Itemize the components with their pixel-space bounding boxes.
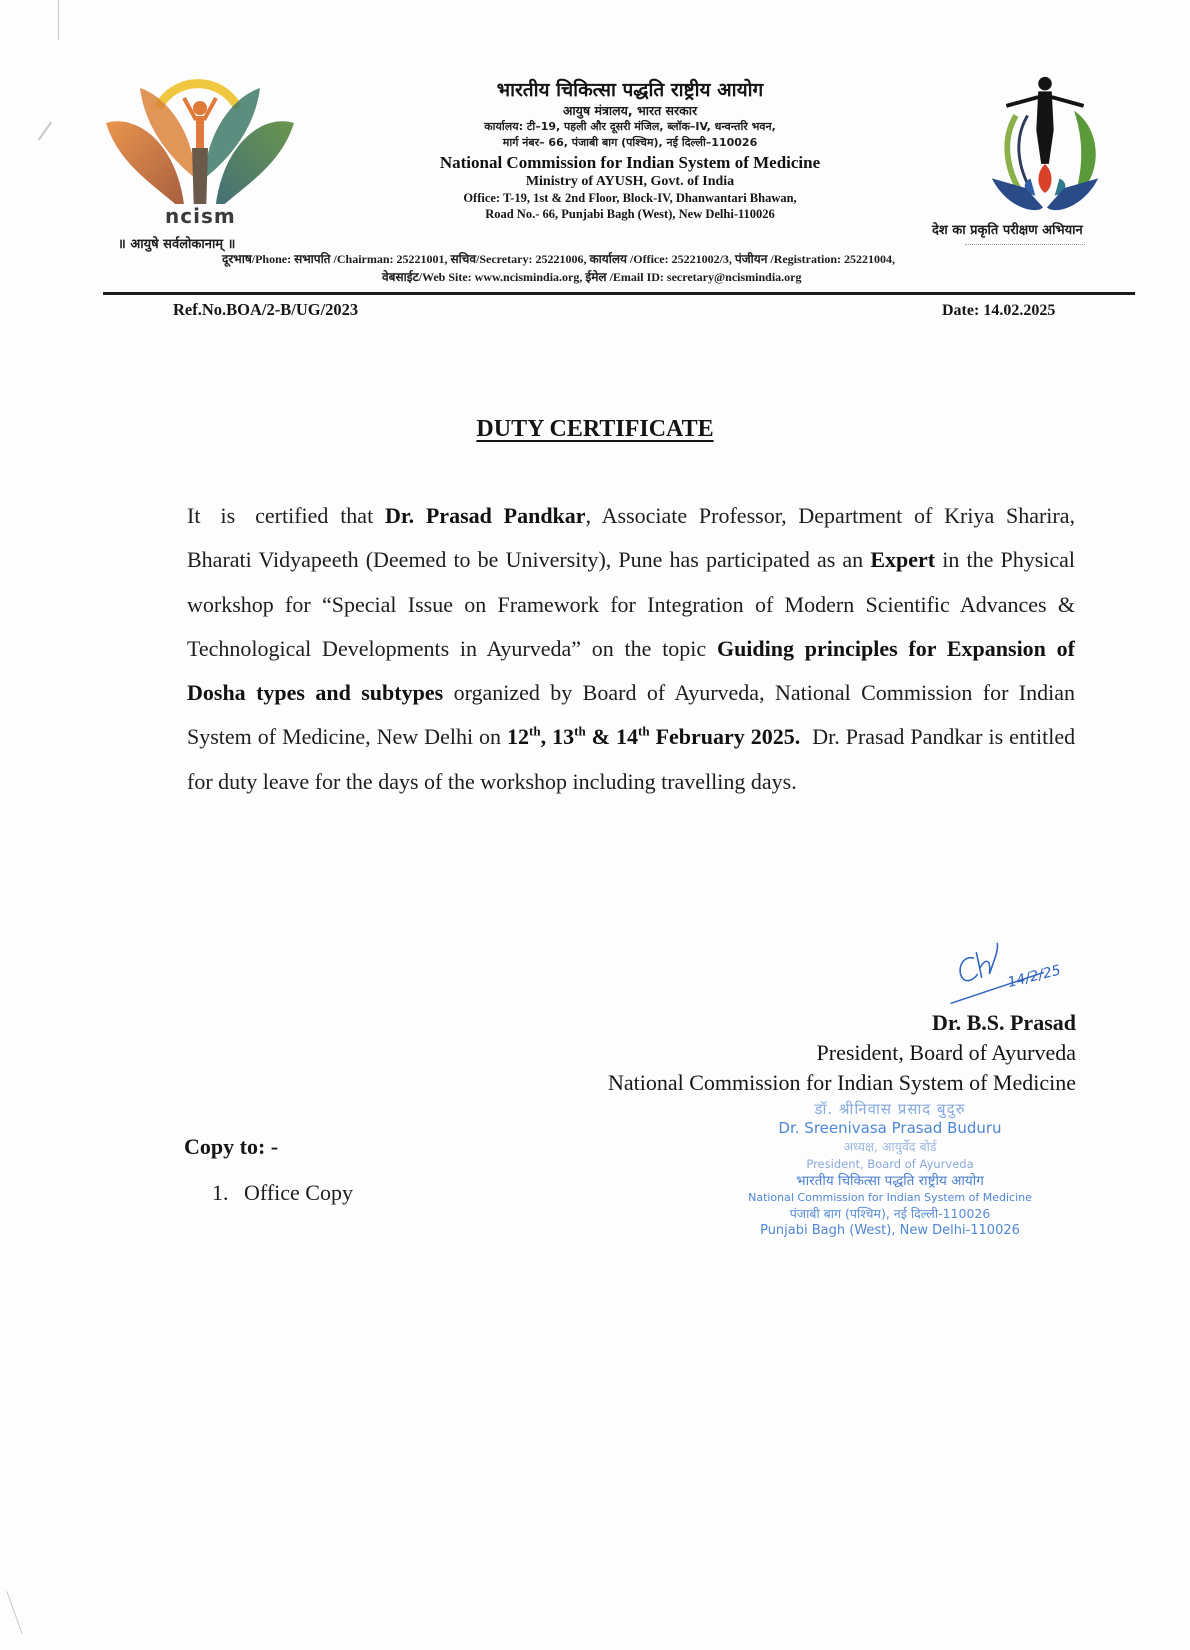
hindi-road: मार्ग नंबर– 66, पंजाबी बाग (पश्चिम), नई दिल्ली–110026 <box>502 136 758 149</box>
date-day: 14 <box>616 724 638 750</box>
stamp-hindi-address: पंजाबी बाग (पश्चिम), नई दिल्ली-110026 <box>789 1206 991 1221</box>
stamp-english-org: National Commission for Indian System of Medicine <box>748 1191 1032 1204</box>
copy-to-item <box>212 1180 353 1206</box>
copy-item-text: Office Copy <box>244 1180 353 1205</box>
ampersand: & <box>591 724 610 750</box>
signer-name: Dr. B.S. Prasad <box>931 1010 1076 1035</box>
certificate-title-wrap <box>0 416 1190 443</box>
header-divider <box>103 292 1135 295</box>
stamp-english-address: Punjabi Bagh (West), New Delhi-110026 <box>760 1223 1020 1238</box>
letter-date: Date: 14.02.2025 <box>942 302 1056 319</box>
contact-phones: दूरभाष/Phone: सभापति /Chairman: 25221001, सचिव/Secretary: 25221006, कार्यालय /Office: 25221002/3, पंजीयन /Registration: 25221004, <box>222 252 896 266</box>
ncism-logo <box>100 68 300 238</box>
date-month-year: February 2025. <box>655 724 801 750</box>
certificate-body <box>187 494 1075 804</box>
body-text: certified that <box>255 503 374 528</box>
motto: ॥ आयुषे सर्वलोकानाम् ॥ <box>118 237 236 252</box>
ordinal-suffix: th <box>529 724 541 740</box>
prakriti-campaign-logo <box>975 72 1115 222</box>
hindi-ministry: आयुष मंत्रालय, भारत सरकार <box>562 103 698 118</box>
participant-role: Expert <box>870 547 936 573</box>
body-text: , Associate Professor, Department of Kriya Sharira, Bharati Vidyapeeth (Deemed to be University), Pune has participated as an <box>187 503 1076 573</box>
letterhead <box>400 78 860 222</box>
body-text: It <box>187 503 201 528</box>
scan-mark <box>58 0 59 40</box>
stamp-hindi-org: भारतीय चिकित्सा पद्धति राष्ट्रीय आयोग <box>796 1173 984 1189</box>
ordinal-suffix: th <box>574 724 586 740</box>
stamp-hindi-role: अध्यक्ष, आयुर्वेद बोर्ड <box>843 1139 937 1154</box>
body-text: in the Physical workshop for “Special Issue on Framework for Integration of Modern Scientific Advances & Technological Developments in Ayurveda” on the topic <box>187 547 1076 661</box>
copy-item-number: 1. <box>212 1180 229 1205</box>
copy-to-label: Copy to: - <box>184 1134 279 1159</box>
body-text: Dr. Prasad Pandkar is entitled for duty leave for the days of the workshop including travelling days. <box>187 724 1076 794</box>
body-text: organized by Board of Ayurveda, National Commission for Indian System of Medicine, New Delhi on <box>187 680 1076 750</box>
date-day: 12 <box>507 724 530 750</box>
workshop-dates: 12th, 13th & 14th February 2025. <box>507 724 801 750</box>
participant-name: Dr. Prasad Pandkar <box>384 503 586 528</box>
stamp-english-role: President, Board of Ayurveda <box>806 1157 974 1171</box>
ordinal-suffix: th <box>638 724 650 740</box>
signer-organization: National Commission for Indian System of Medicine <box>607 1070 1076 1095</box>
campaign-subline <box>965 244 1085 248</box>
official-stamp <box>720 1100 1060 1240</box>
workshop-topic: Guiding principles for Expansion of Dosha types and subtypes <box>187 635 1076 706</box>
stamp-hindi-name: डॉ. श्रीनिवास प्रसाद बुदुरु <box>814 1100 966 1118</box>
hindi-office: कार्यालय: टी–19, पहली और दूसरी मंजिल, ब्लॉक–IV, धन्वन्तरि भवन, <box>484 120 776 133</box>
hindi-org-title: भारतीय चिकित्सा पद्धति राष्ट्रीय आयोग <box>496 79 764 101</box>
scan-mark <box>6 1591 22 1634</box>
campaign-caption: देश का प्रकृति परीक्षण अभियान <box>932 223 1083 238</box>
english-road: Road No.- 66, Punjabi Bagh (West), New Delhi-110026 <box>485 207 775 221</box>
signer-designation: President, Board of Ayurveda <box>816 1040 1076 1065</box>
english-ministry: Ministry of AYUSH, Govt. of India <box>525 174 735 189</box>
date-day: 13 <box>552 724 575 750</box>
english-org-title: National Commission for Indian System of Medicine <box>439 153 821 172</box>
contact-web-email: वेबसाईट/Web Site: www.ncismindia.org, ईमेल /Email ID: secretary@ncismindia.org <box>382 270 802 284</box>
certificate-title: DUTY CERTIFICATE <box>476 416 714 442</box>
ncism-wordmark: ncism <box>162 204 239 228</box>
signature-date: 14/2/25 <box>1006 962 1063 991</box>
scan-mark <box>38 121 52 140</box>
body-text: is <box>220 503 236 528</box>
english-office: Office: T-19, 1st & 2nd Floor, Block-IV, Dhanwantari Bhawan, <box>463 191 797 205</box>
stamp-english-name: Dr. Sreenivasa Prasad Buduru <box>778 1119 1002 1137</box>
reference-number: Ref.No.BOA/2-B/UG/2023 <box>173 300 359 319</box>
